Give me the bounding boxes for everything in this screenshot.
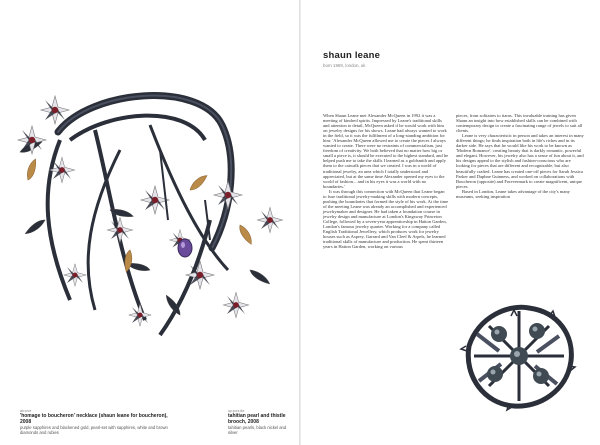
right-page <box>301 0 600 445</box>
caption-title: 'homage to boucheron' necklace (shaun leane for boucheron), 2008 <box>20 413 168 425</box>
designer-name: shaun leane <box>323 50 381 61</box>
caption-label: opposite <box>228 409 245 413</box>
caption-description: purple sapphires and blackened gold, pearl-set with sapphires, white and brown diamonds and rubies <box>20 425 168 436</box>
paragraph: Based in London, Leane takes advantage of the city's many museums, seeking inspiration <box>456 188 570 199</box>
caption-brooch <box>228 409 290 435</box>
necklace-photo <box>0 70 300 370</box>
paragraph: It was through this connection with McQueen that Leane began to fuse traditional jewelry-making skills with modern concepts, pushing the boundaries that formed the style of his work. At the time of the meeting Leane was already an accomplished and experienced jewelrymaker and designer. He had taken a foundation course in jewelry design and manufacture at London's Kingsway Princeton College, followed by a seven-year apprenticeship in Hatton Garden, London's famous jewelry quarter. Working for a company called English Traditional Jewellery, which produces work for jewelry houses such as Asprey, Garrard and Van Cleef & Arpels, he learned traditional skills of manufacture and production. He spent thirteen years in Hatton Garden, working on various <box>323 188 449 250</box>
paragraph: pieces, from solitaires to tiaras. This invaluable training has given Shaun an insight into how established skills can be combined with contemporary design to create a fascinating range of jewels to suit all clients. <box>456 113 583 134</box>
paragraph: Leane is very characteristic in person and takes an interest in many different things; he finds inspiration both in life's riches and in its darker side. He says that he would like his work to be known as 'Modern Romance', creating beauty that is darkly romantic, powerful and elegant. However, his jewelry also has a sense of fun about it, and his designs appeal to the stylish and fashion-conscious who are looking for pieces that are different and recognizable, but also beautifully crafted. Leane has created one-off pieces for Sarah Jessica Parker and Daphne Guinness, and worked on collaborations with Boucheron (opposite) and Forevermark to create magnificent, unique pieces. <box>456 133 584 189</box>
caption-necklace <box>20 409 170 435</box>
designer-meta: born 1969, london, uk <box>323 63 366 68</box>
caption-title: tahitian pearl and thistle brooch, 2008 <box>228 413 286 425</box>
paragraph: When Shaun Leane met Alexander McQueen in 1992 it was a meeting of kindred spirits. Impressed by Leane's traditional skills and attention to detail, McQueen asked if he would work with him on jewelry designs for his shows. Leane had always wanted to work in the field, so it was the fulfilment of a long-standing ambition for him: 'Alexander McQueen allowed me to create the pieces I always wanted to create. There were no restraints of commercialism, just freedom of creativity. We both believed that no matter how big or small a piece is, it should be executed to the highest standard, and he helped push me to take the skills I learned as a goldsmith and apply them to the catwalk pieces that we created. I was in a world of traditional jewelry, an area which I totally understood and appreciated, but at the same time Alexander opened my eyes to the world of fashion... and in his eyes it was a world with no boundaries.' <box>323 113 449 189</box>
caption-label: above <box>20 409 32 413</box>
body-column-1 <box>323 113 449 249</box>
body-column-2 <box>456 113 584 199</box>
brooch-photo <box>453 296 585 416</box>
caption-description: tahitian pearls, black nickel and silver <box>228 425 287 436</box>
